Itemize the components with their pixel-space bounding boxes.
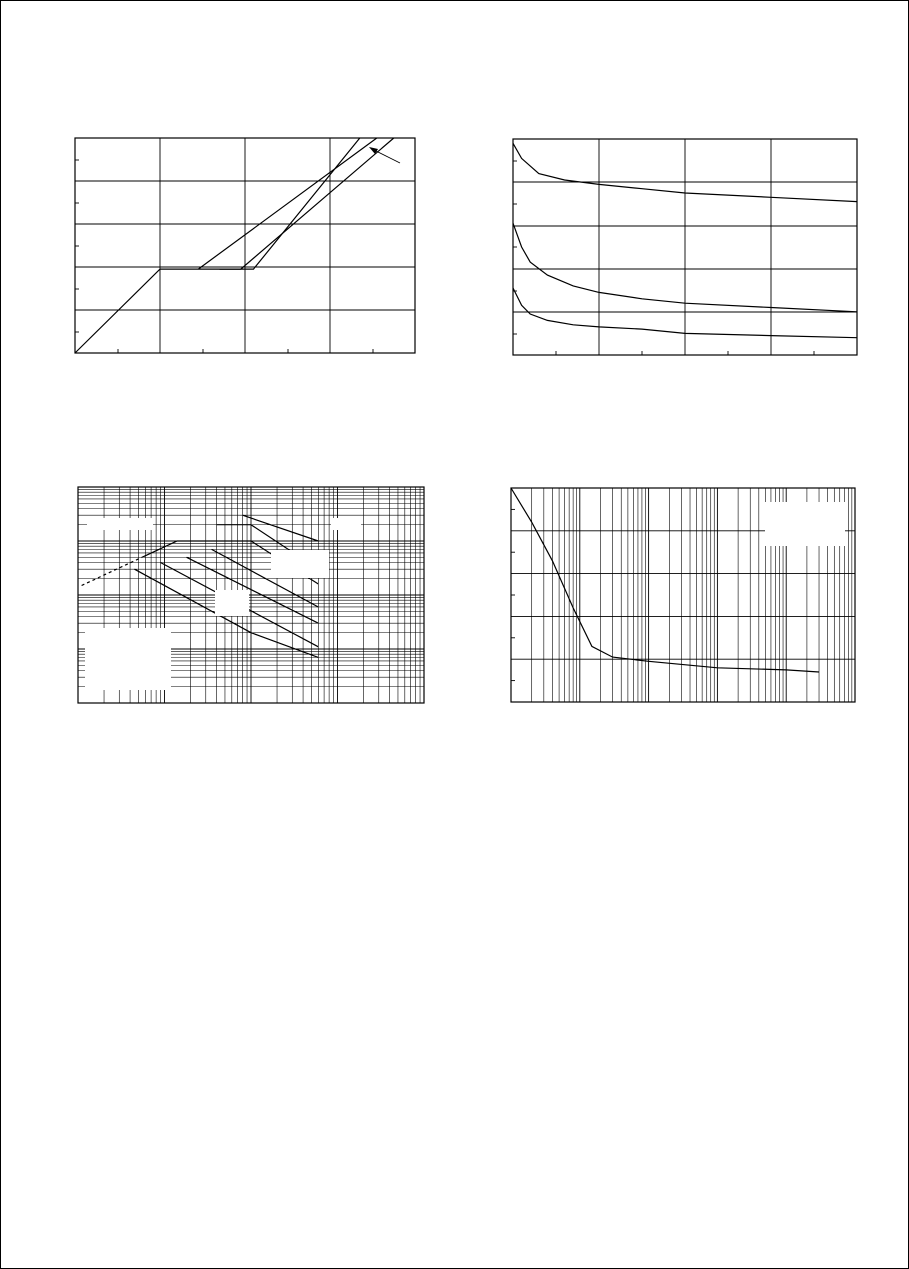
chart-1 [70,133,422,355]
chart-1-series-1-line [75,138,360,353]
chart-3-label-box [331,518,361,530]
chart-3-label-box [271,550,329,578]
chart-4 [503,482,859,704]
chart-3-label-box [87,518,153,530]
chart-3-series-4-line [243,515,319,541]
chart-3-legend-box [85,628,171,690]
chart-1-grid [75,138,415,353]
chart-3-series-1-line [82,557,142,585]
chart-1-ticks [75,160,373,353]
chart-4-legend-box [765,502,845,546]
chart-2 [508,133,860,357]
chart-2-ticks [513,161,814,355]
chart-1-series-2-line [198,138,376,269]
chart-3 [73,482,429,704]
chart-2-label-gap [634,191,654,203]
chart-2-grid [513,139,857,355]
chart-3-label-box [215,590,249,616]
